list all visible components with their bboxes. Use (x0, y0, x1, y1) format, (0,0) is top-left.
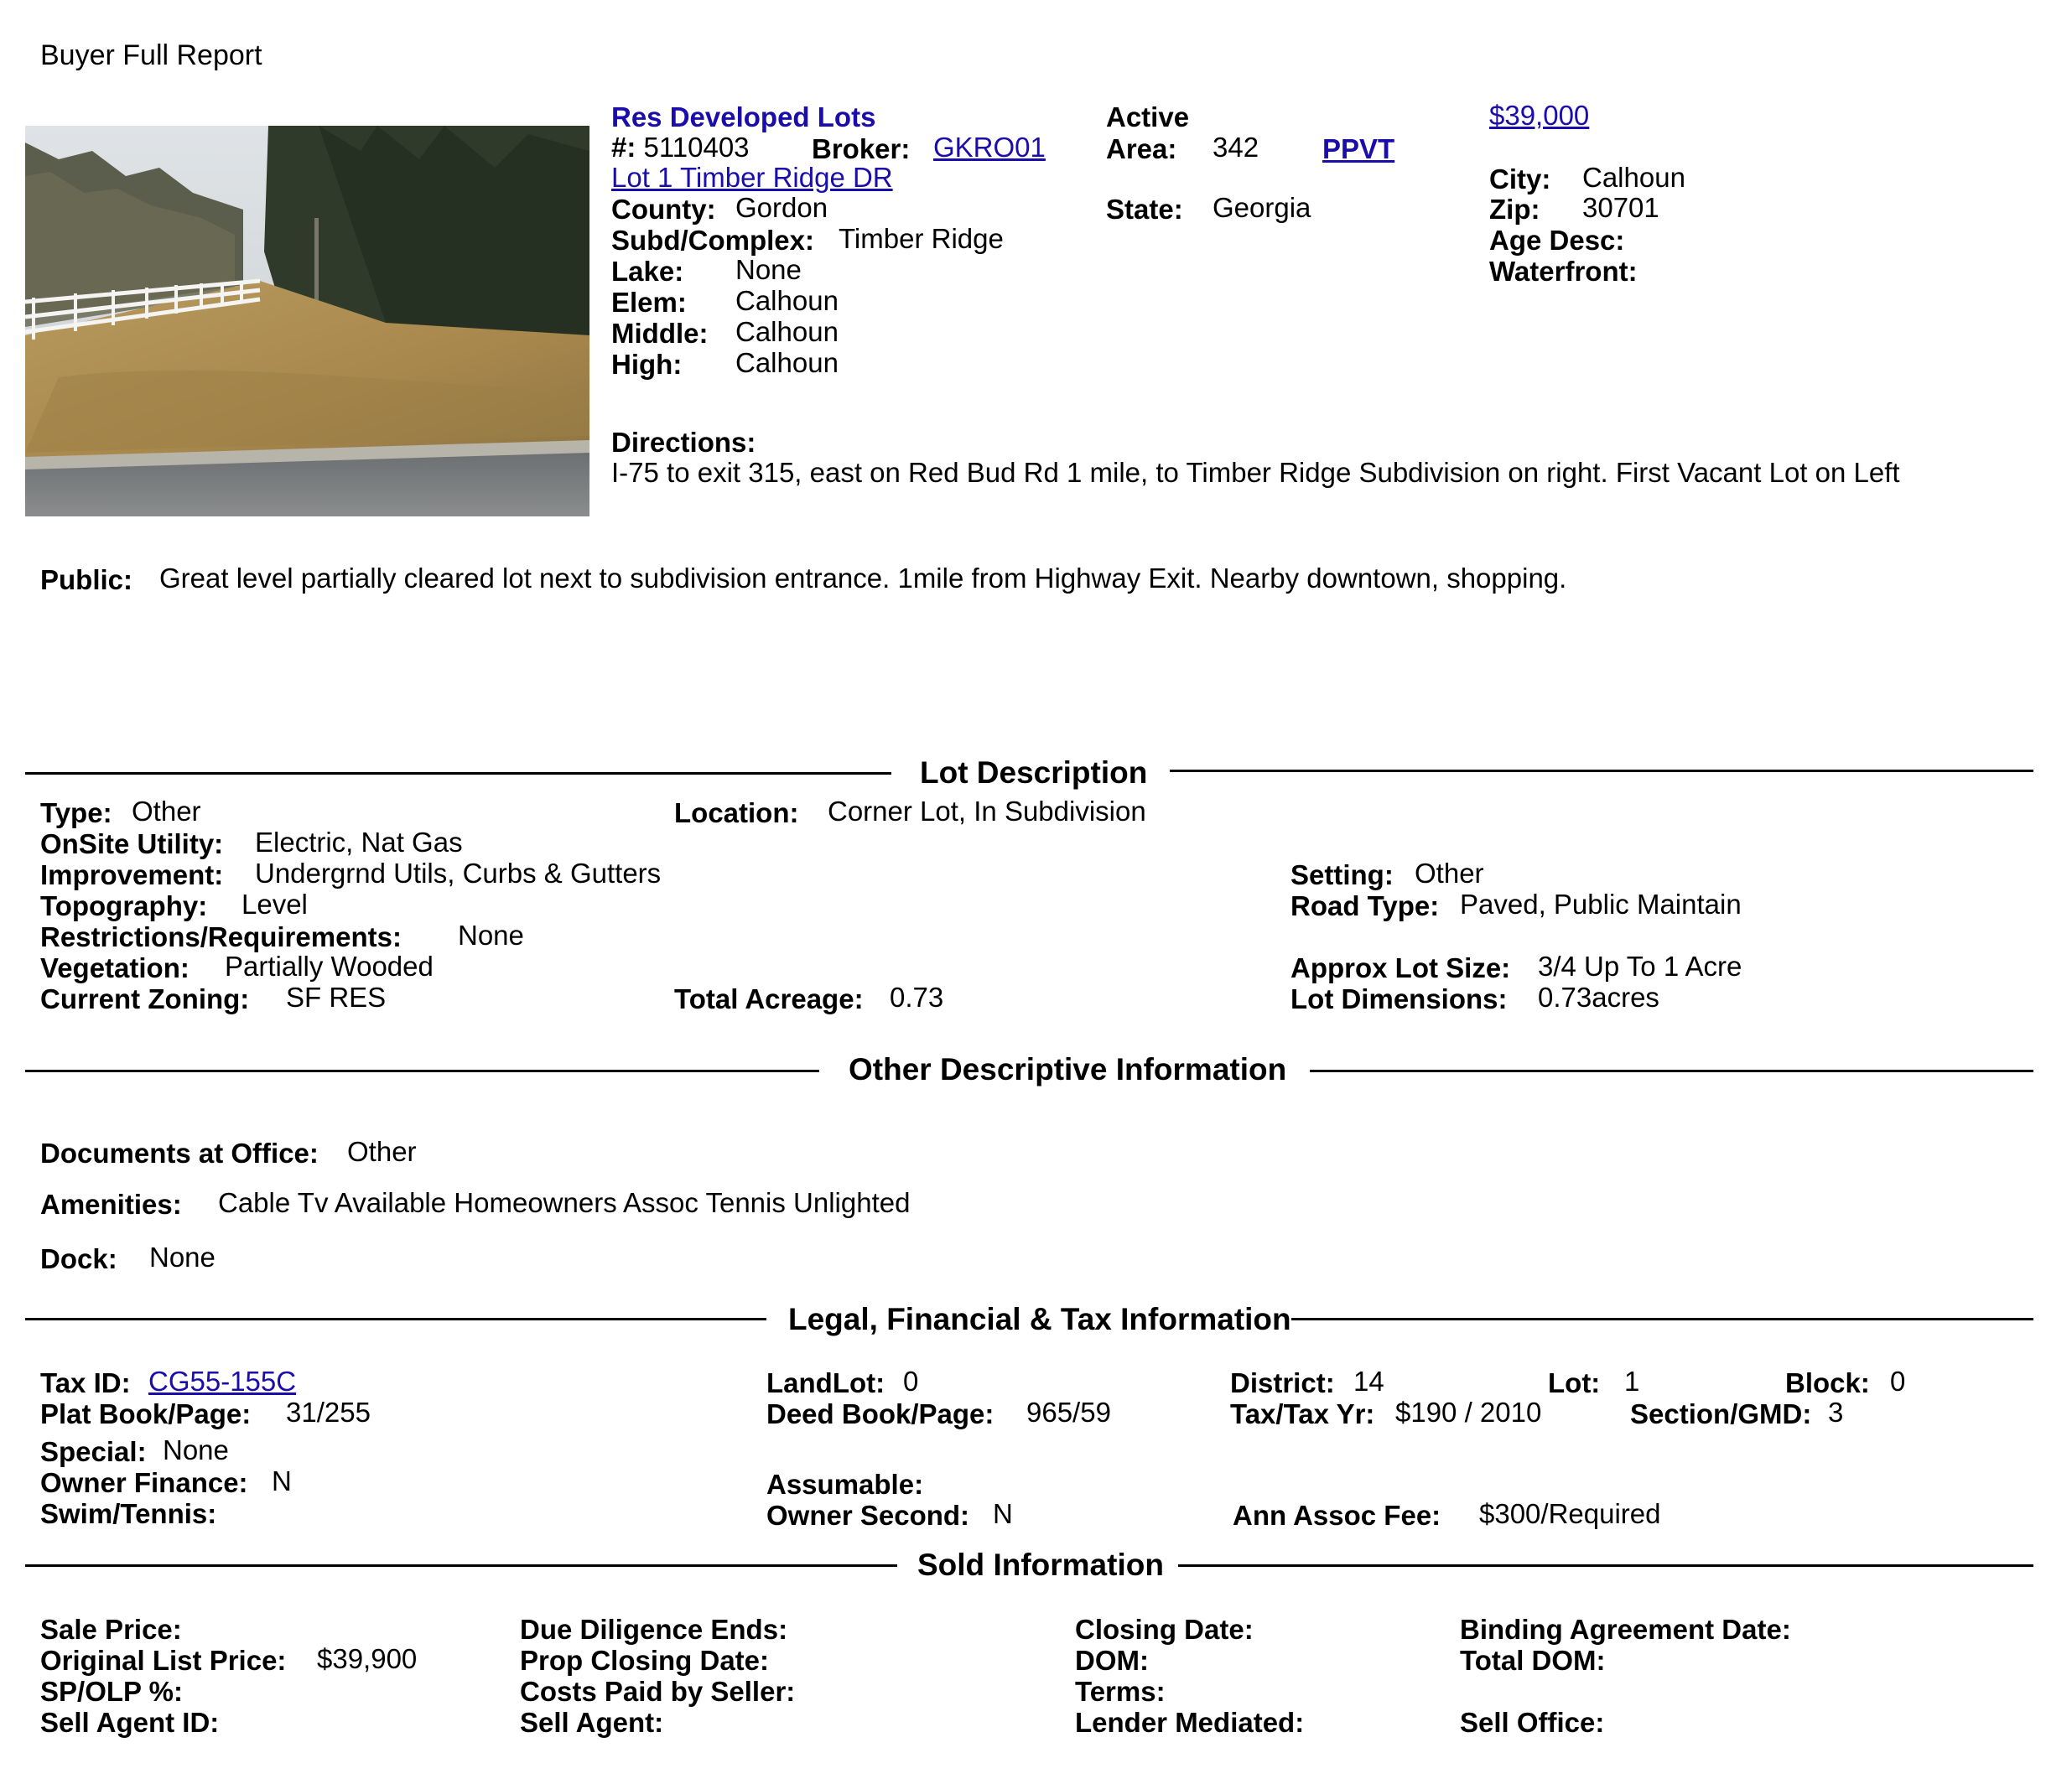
owner-finance-value: N (272, 1465, 292, 1496)
block-value: 0 (1890, 1366, 1906, 1397)
approx-lot-size-value: 3/4 Up To 1 Acre (1538, 951, 1742, 982)
tax-id-link[interactable]: CG55-155C (148, 1366, 297, 1397)
binding-agreement-label: Binding Agreement Date: (1460, 1614, 1791, 1645)
dom-label: DOM: (1075, 1645, 1149, 1676)
plat-value: 31/255 (286, 1397, 371, 1428)
middle-label: Middle: (611, 318, 709, 349)
subd-value: Timber Ridge (839, 223, 1004, 254)
topography-label: Topography: (40, 890, 208, 921)
restrictions-label: Restrictions/Requirements: (40, 921, 402, 952)
ppvt-link[interactable]: PPVT (1322, 133, 1395, 164)
district-value: 14 (1353, 1366, 1384, 1397)
high-label: High: (611, 349, 683, 380)
costs-paid-label: Costs Paid by Seller: (520, 1676, 796, 1707)
county-value: Gordon (735, 192, 828, 223)
county-label: County: (611, 194, 716, 225)
amenities-value: Cable Tv Available Homeowners Assoc Tennis Unlighted (218, 1187, 911, 1218)
listing-hash-label: #: (611, 132, 636, 163)
onsite-utility-label: OnSite Utility: (40, 828, 224, 859)
property-category: Res Developed Lots (611, 101, 876, 132)
assoc-fee-value: $300/Required (1479, 1498, 1661, 1529)
dock-value: None (149, 1242, 216, 1273)
subd-label: Subd/Complex: (611, 225, 815, 256)
sell-agent-label: Sell Agent: (520, 1707, 664, 1738)
lot-value: 1 (1624, 1366, 1640, 1397)
amenities-label: Amenities: (40, 1189, 182, 1220)
listing-status: Active (1106, 101, 1190, 132)
sold-info-title: Sold Information (917, 1548, 1164, 1582)
owner-second-value: N (993, 1498, 1013, 1529)
broker-label: Broker: (812, 133, 911, 164)
high-value: Calhoun (735, 347, 839, 378)
section-divider (1310, 1070, 2033, 1072)
city-label: City: (1489, 163, 1551, 194)
listing-number-row (611, 132, 750, 163)
section-gmd-value: 3 (1828, 1397, 1844, 1428)
lake-label: Lake: (611, 256, 684, 287)
owner-second-label: Owner Second: (766, 1500, 970, 1531)
documents-label: Documents at Office: (40, 1138, 319, 1169)
tax-yr-value: $190 / 2010 (1395, 1397, 1542, 1428)
improvement-label: Improvement: (40, 859, 224, 890)
special-label: Special: (40, 1436, 147, 1467)
district-label: District: (1230, 1367, 1335, 1398)
section-divider (25, 772, 891, 775)
due-diligence-label: Due Diligence Ends: (520, 1614, 788, 1645)
road-type-label: Road Type: (1290, 890, 1440, 921)
section-gmd-label: Section/GMD: (1630, 1398, 1812, 1429)
section-divider (1178, 1564, 2033, 1567)
assoc-fee-label: Ann Assoc Fee: (1233, 1500, 1441, 1531)
address-link[interactable]: Lot 1 Timber Ridge DR (611, 162, 893, 193)
lake-value: None (735, 254, 802, 285)
zoning-label: Current Zoning: (40, 983, 250, 1014)
section-divider (1170, 770, 2033, 772)
directions-text: I-75 to exit 315, east on Red Bud Rd 1 mile, to Timber Ridge Subdivision on right. First Vacant Lot on Left (611, 457, 1900, 488)
listing-number: 5110403 (643, 132, 750, 163)
section-divider (25, 1070, 819, 1072)
location-value: Corner Lot, In Subdivision (828, 796, 1146, 827)
zip-label: Zip: (1489, 194, 1540, 225)
special-value: None (163, 1434, 229, 1465)
property-photo (25, 126, 589, 516)
tax-yr-label: Tax/Tax Yr: (1230, 1398, 1375, 1429)
age-desc-label: Age Desc: (1489, 225, 1625, 256)
road-type-value: Paved, Public Maintain (1460, 889, 1742, 920)
restrictions-value: None (458, 920, 524, 951)
total-acreage-value: 0.73 (890, 982, 944, 1013)
sale-price-label: Sale Price: (40, 1614, 182, 1645)
lot-description-title: Lot Description (920, 755, 1148, 790)
topography-value: Level (241, 889, 308, 920)
legal-title: Legal, Financial & Tax Information (788, 1302, 1291, 1336)
section-divider (25, 1564, 897, 1567)
waterfront-label: Waterfront: (1489, 256, 1638, 287)
olp-label: Original List Price: (40, 1645, 287, 1676)
section-divider (25, 1318, 766, 1320)
approx-lot-size-label: Approx Lot Size: (1290, 952, 1511, 983)
setting-label: Setting: (1290, 859, 1394, 890)
middle-value: Calhoun (735, 316, 839, 347)
improvement-value: Undergrnd Utils, Curbs & Gutters (255, 858, 662, 889)
elem-value: Calhoun (735, 285, 839, 316)
zoning-value: SF RES (286, 982, 387, 1013)
closing-date-label: Closing Date: (1075, 1614, 1254, 1645)
lot-label: Lot: (1548, 1367, 1601, 1398)
city-value: Calhoun (1582, 162, 1685, 193)
sp-olp-label: SP/OLP %: (40, 1676, 183, 1707)
elem-label: Elem: (611, 287, 687, 318)
olp-value: $39,900 (317, 1643, 418, 1674)
landlot-label: LandLot: (766, 1367, 885, 1398)
sell-office-label: Sell Office: (1460, 1707, 1605, 1738)
public-remarks: Great level partially cleared lot next to subdivision entrance. 1mile from Highway Exit. Nearby downtown, shopping. (159, 563, 1567, 594)
section-divider (1291, 1318, 2033, 1320)
state-value: Georgia (1213, 192, 1311, 223)
total-dom-label: Total DOM: (1460, 1645, 1606, 1676)
deed-value: 965/59 (1026, 1397, 1111, 1428)
prop-closing-label: Prop Closing Date: (520, 1645, 770, 1676)
public-label: Public: (40, 564, 133, 595)
dock-label: Dock: (40, 1243, 117, 1274)
lot-dimensions-label: Lot Dimensions: (1290, 983, 1508, 1014)
other-info-title: Other Descriptive Information (849, 1052, 1287, 1086)
price-link[interactable]: $39,000 (1489, 100, 1590, 131)
zip-value: 30701 (1582, 192, 1659, 223)
landlot-value: 0 (903, 1366, 919, 1397)
sell-agent-id-label: Sell Agent ID: (40, 1707, 220, 1738)
broker-link[interactable]: GKRO01 (933, 132, 1046, 163)
plat-label: Plat Book/Page: (40, 1398, 252, 1429)
state-label: State: (1106, 194, 1183, 225)
lot-dimensions-value: 0.73acres (1538, 982, 1659, 1013)
vegetation-label: Vegetation: (40, 952, 190, 983)
owner-finance-label: Owner Finance: (40, 1467, 248, 1498)
report-title: Buyer Full Report (40, 39, 262, 71)
deed-label: Deed Book/Page: (766, 1398, 994, 1429)
total-acreage-label: Total Acreage: (674, 983, 864, 1014)
swim-tennis-label: Swim/Tennis: (40, 1498, 217, 1529)
documents-value: Other (347, 1136, 417, 1167)
terms-label: Terms: (1075, 1676, 1166, 1707)
directions-label: Directions: (611, 427, 756, 458)
block-label: Block: (1785, 1367, 1870, 1398)
setting-value: Other (1415, 858, 1484, 889)
lender-mediated-label: Lender Mediated: (1075, 1707, 1305, 1738)
tax-id-label: Tax ID: (40, 1367, 131, 1398)
type-label: Type: (40, 797, 112, 828)
vegetation-value: Partially Wooded (225, 951, 434, 982)
onsite-utility-value: Electric, Nat Gas (255, 827, 463, 858)
assumable-label: Assumable: (766, 1469, 924, 1500)
type-value: Other (132, 796, 201, 827)
area-label: Area: (1106, 133, 1177, 164)
location-label: Location: (674, 797, 799, 828)
area-value: 342 (1213, 132, 1259, 163)
